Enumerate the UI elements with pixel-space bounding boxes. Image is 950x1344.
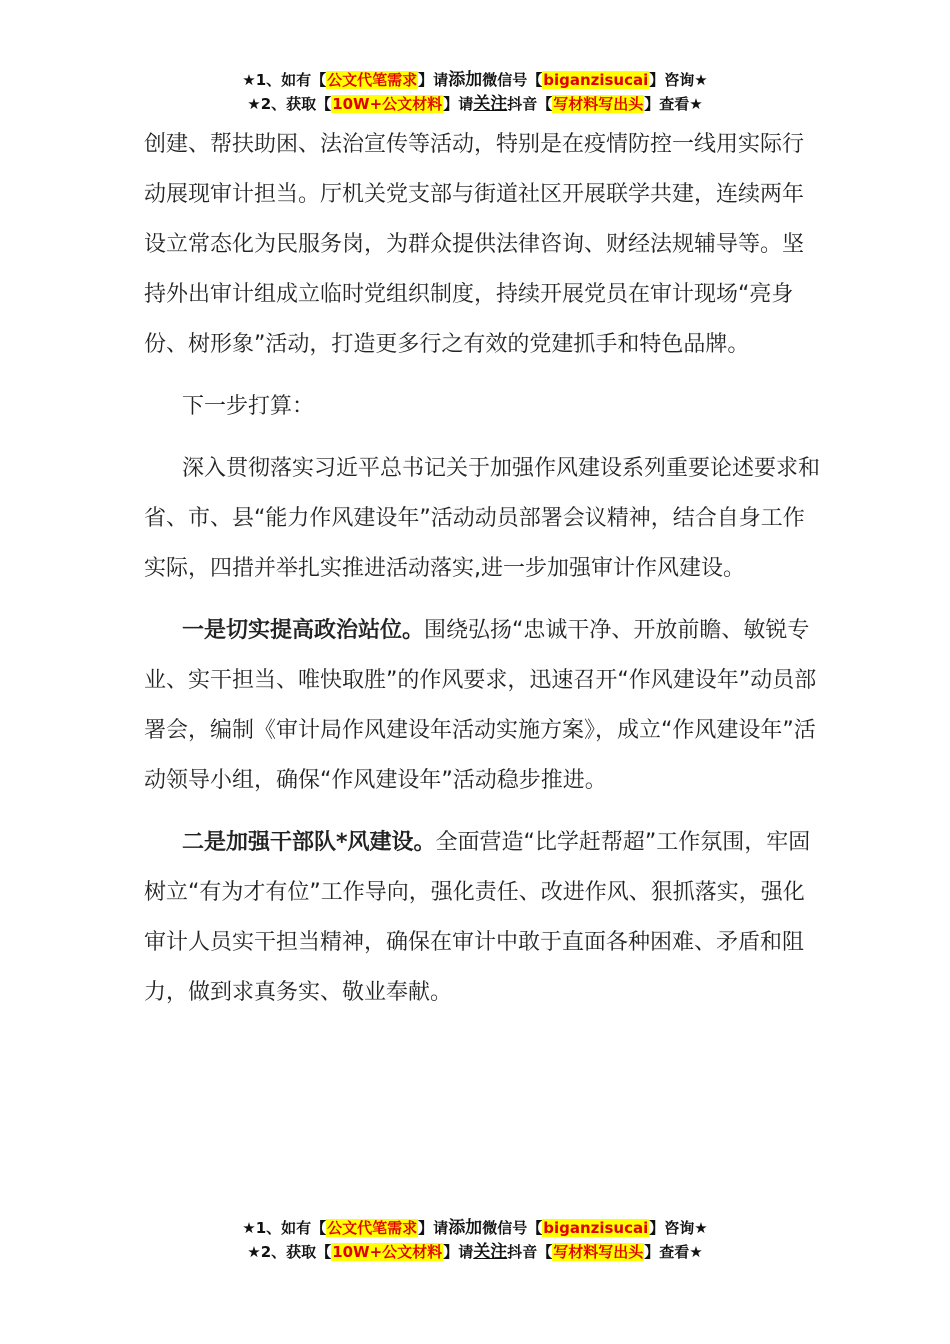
star-icon: ★ [694,71,708,89]
point-one-lead: 一是切实提高政治站位。 [182,618,425,643]
promo-highlight: 10W+公文材料 [332,95,443,113]
paragraph-point-one [144,606,824,806]
promo-wechat-id: biganzisucai [543,1219,649,1237]
promo-text: 】咨询 [649,1219,695,1237]
promo-text: 】请 [443,1243,474,1261]
promo-text: 2、获取【 [260,1243,332,1261]
document-body [144,120,824,1018]
promo-text: 抖音【 [507,1243,553,1261]
promo-text: 】查看 [644,1243,690,1261]
promo-highlight: 公文代笔需求 [327,71,418,89]
promo-text: 】查看 [644,95,690,113]
promo-emphasis: 关注 [473,1242,508,1262]
paragraph-continuation: 创建、帮扶助困、法治宣传等活动，特别是在疫情防控一线用实际行动展现审计担当。厅机关党支部与街道社区开展联学共建，连续两年设立常态化为民服务岗，为群众提供法律咨询、财经法规辅导等。坚持外出审计组成立临时党组织制度，持续开展党员在审计现场“亮身份、树形象”活动，打造更多行之有效的党建抓手和特色品牌。 [144,132,805,357]
promo-highlight: 公文代笔需求 [327,1219,418,1237]
star-icon: ★ [247,1243,261,1261]
paragraph-point-two [144,818,824,1018]
promo-text: 】请 [418,1219,449,1237]
point-one-text: 围绕弘扬“忠诚干净、开放前瞻、敏锐专业、实干担当、唯快取胜”的作风要求，迅速召开“作风建设年”动员部署会，编制《审计局作风建设年活动实施方案》，成立“作风建设年”活动领导小组，确保“作风建设年”活动稳步推进。 [144,618,817,793]
promo-text: 】咨询 [649,71,695,89]
star-icon: ★ [242,1219,256,1237]
promo-text: 微信号【 [482,1219,543,1237]
promo-line-1 [0,1216,950,1240]
promo-text: 抖音【 [507,95,553,113]
star-icon: ★ [242,71,256,89]
promo-text: 】请 [418,71,449,89]
point-two-text: 全面营造“比学赶帮超”工作氛围，牢固树立“有为才有位”工作导向，强化责任、改进作风、狠抓落实，强化审计人员实干担当精神，确保在审计中敢于直面各种困难、矛盾和阻力，做到求真务实、敬业奉献。 [144,830,811,1005]
promo-banner-top [0,68,950,116]
promo-douyin-id: 写材料写出头 [553,1243,644,1261]
promo-text: 2、获取【 [260,95,332,113]
promo-wechat-id: biganzisucai [543,71,649,89]
promo-text: 1、如有【 [255,1219,327,1237]
promo-line-2 [0,92,950,116]
promo-emphasis: 添加 [448,1218,483,1238]
promo-line-1 [0,68,950,92]
promo-douyin-id: 写材料写出头 [553,95,644,113]
promo-banner-bottom [0,1216,950,1264]
star-icon: ★ [689,95,703,113]
promo-emphasis: 添加 [448,70,483,90]
promo-text: 微信号【 [482,71,543,89]
point-two-lead: 二是加强干部队*风建设。 [182,830,436,855]
promo-highlight: 10W+公文材料 [332,1243,443,1261]
paragraph-next-steps-heading: 下一步打算： [182,394,315,419]
promo-text: 1、如有【 [255,71,327,89]
promo-emphasis: 关注 [473,94,508,114]
star-icon: ★ [689,1243,703,1261]
promo-text: 】请 [443,95,474,113]
paragraph-intro: 深入贯彻落实习近平总书记关于加强作风建设系列重要论述要求和省、市、县“能力作风建设年”活动动员部署会议精神，结合自身工作实际，四措并举扎实推进活动落实,进一步加强审计作风建设。 [144,456,821,581]
star-icon: ★ [247,95,261,113]
promo-line-2 [0,1240,950,1264]
star-icon: ★ [694,1219,708,1237]
